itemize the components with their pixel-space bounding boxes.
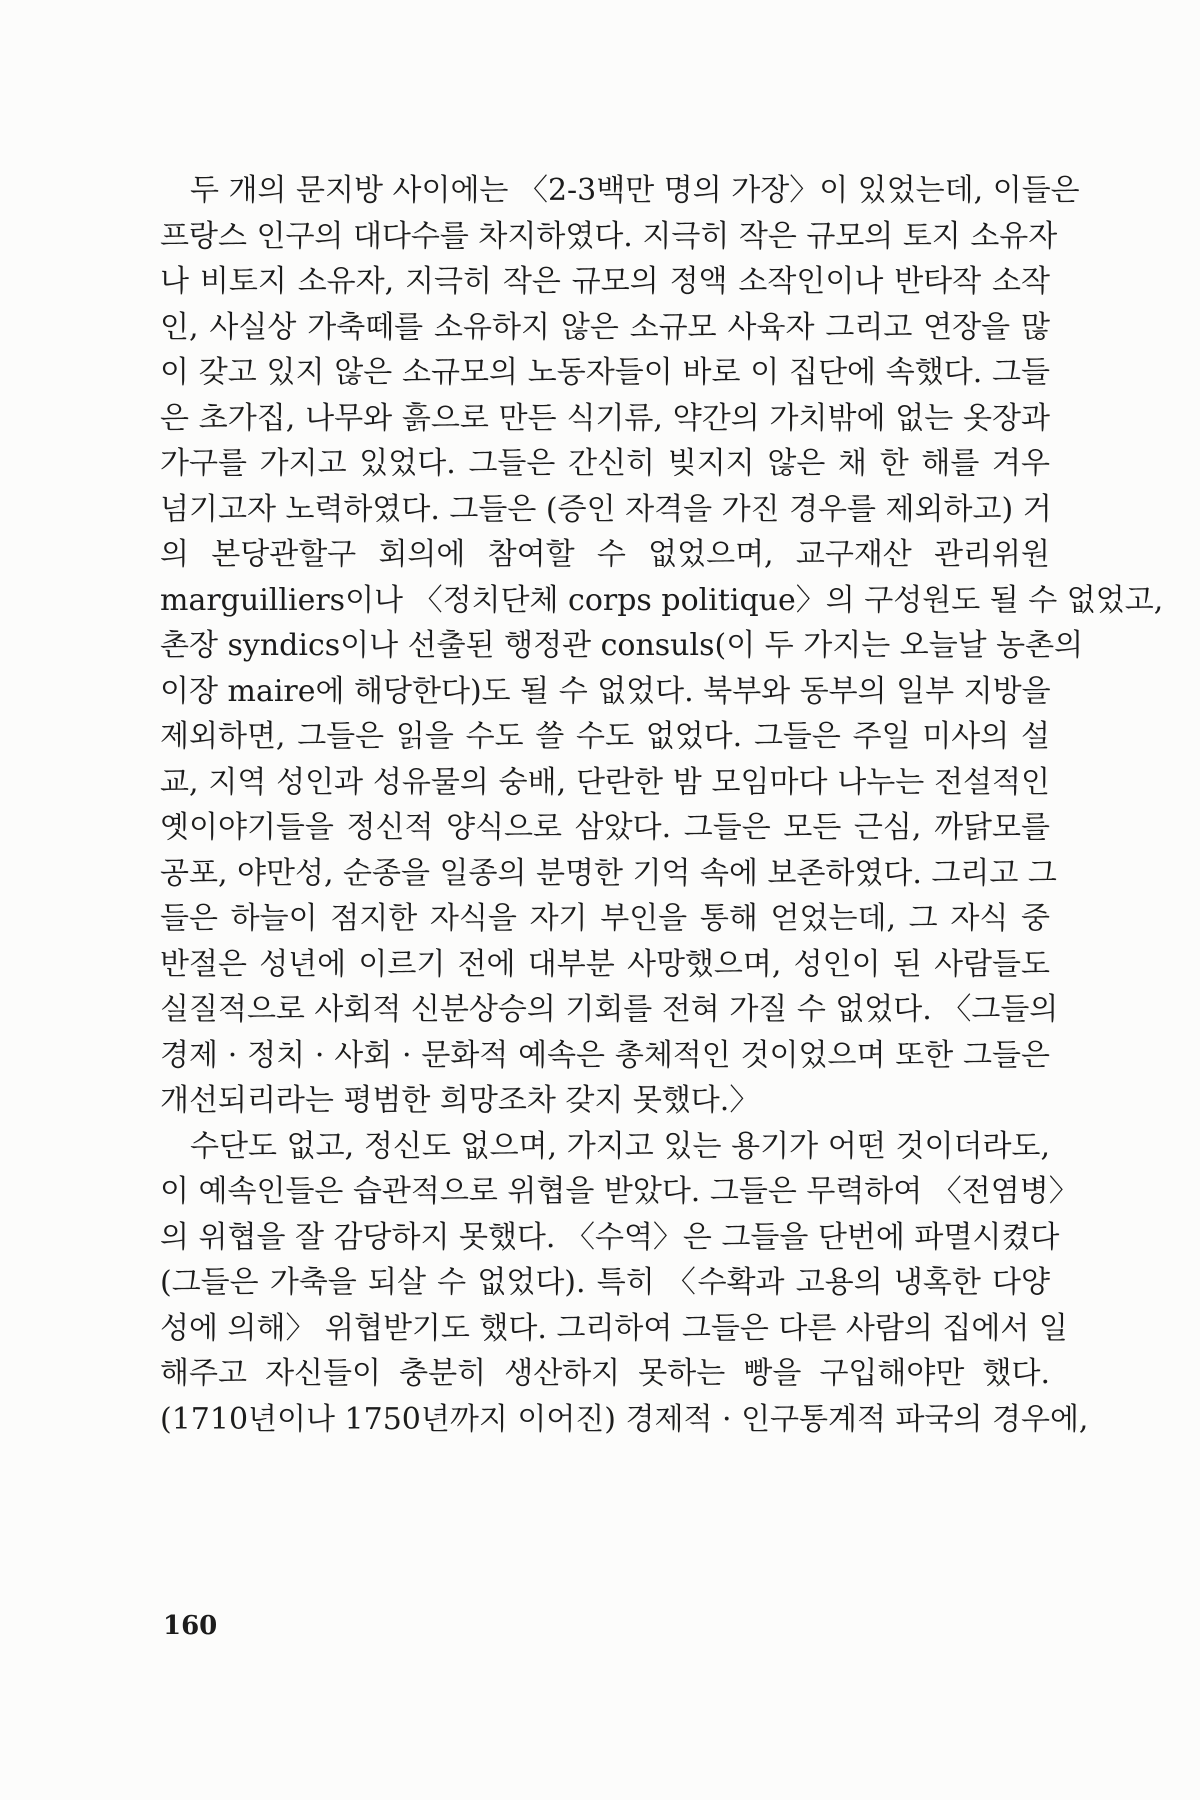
text-line: 실질적으로 사회적 신분상승의 기회를 전혀 가질 수 없었다. 〈그들의: [160, 992, 1059, 1027]
text-line: 이 갖고 있지 않은 소규모의 노동자들이 바로 이 집단에 속했다. 그들: [160, 355, 1050, 390]
text-line: 경제 · 정치 · 사회 · 문화적 예속은 총체적인 것이었으며 또한 그들은: [160, 1037, 1050, 1073]
text-line: 옛이야기들을 정신적 양식으로 삼았다. 그들은 모든 근심, 까닭모를: [160, 810, 1050, 845]
text-line: 은 초가집, 나무와 흙으로 만든 식기류, 약간의 가치밖에 없는 옷장과: [160, 400, 1050, 436]
text-line: 개선되리라는 평범한 희망조차 갖지 못했다.〉: [160, 1083, 760, 1118]
text-line: marguilliers이나 〈정치단체 corps politique〉의 구성원도 될 수 없었고,: [160, 582, 1164, 618]
text-line: 제외하면, 그들은 읽을 수도 쓸 수도 없었다. 그들은 주일 미사의 설: [160, 719, 1050, 754]
text-line: 두 개의 문지방 사이에는 〈2-3백만 명의 가장〉이 있었는데, 이들은: [190, 173, 1080, 208]
text-line: 수단도 없고, 정신도 없으며, 가지고 있는 용기가 어떤 것이더라도,: [190, 1128, 1050, 1164]
text-line: 의 본당관할구 회의에 참여할 수 없었으며, 교구재산 관리위원: [160, 537, 1050, 572]
text-line: 가구를 가지고 있었다. 그들은 간신히 빚지지 않은 채 한 해를 겨우: [160, 446, 1050, 481]
text-line: 의 위협을 잘 감당하지 못했다. 〈수역〉은 그들을 단번에 파멸시켰다: [160, 1219, 1060, 1255]
page-number: 160: [163, 1611, 218, 1641]
text-line: 해주고 자신들이 충분히 생산하지 못하는 빵을 구입해야만 했다.: [160, 1356, 1050, 1391]
text-line: 이 예속인들은 습관적으로 위협을 받았다. 그들은 무력하여 〈전염병〉: [160, 1174, 1079, 1209]
text-line: 교, 지역 성인과 성유물의 숭배, 단란한 밤 모임마다 나누는 전설적인: [160, 764, 1050, 800]
text-line: (그들은 가축을 되살 수 없었다). 특히 〈수확과 고용의 냉혹한 다양: [160, 1265, 1050, 1300]
text-line: (1710년이나 1750년까지 이어진) 경제적 · 인구통계적 파국의 경우에,: [160, 1401, 1089, 1437]
text-line: 공포, 야만성, 순종을 일종의 분명한 기억 속에 보존하였다. 그리고 그: [160, 855, 1057, 891]
text-line: 프랑스 인구의 대다수를 차지하였다. 지극히 작은 규모의 토지 소유자: [160, 218, 1058, 254]
body-text: [160, 168, 1164, 1442]
text-line: 넘기고자 노력하였다. 그들은 (증인 자격을 가진 경우를 제외하고) 거: [160, 491, 1052, 527]
text-line: 들은 하늘이 점지한 자식을 자기 부인을 통해 얻었는데, 그 자식 중: [160, 901, 1050, 936]
text-line: 반절은 성년에 이르기 전에 대부분 사망했으며, 성인이 된 사람들도: [160, 946, 1050, 982]
text-line: 성에 의해〉 위협받기도 했다. 그리하여 그들은 다른 사람의 집에서 일: [160, 1310, 1068, 1346]
text-line: 인, 사실상 가축떼를 소유하지 않은 소규모 사육자 그리고 연장을 많: [160, 309, 1050, 345]
text-line: 이장 maire에 해당한다)도 될 수 없었다. 북부와 동부의 일부 지방을: [160, 673, 1051, 709]
text-line: 촌장 syndics이나 선출된 행정관 consuls(이 두 가지는 오늘날 농촌의: [160, 628, 1084, 663]
text-line: 나 비토지 소유자, 지극히 작은 규모의 정액 소작인이나 반타작 소작: [160, 264, 1050, 299]
